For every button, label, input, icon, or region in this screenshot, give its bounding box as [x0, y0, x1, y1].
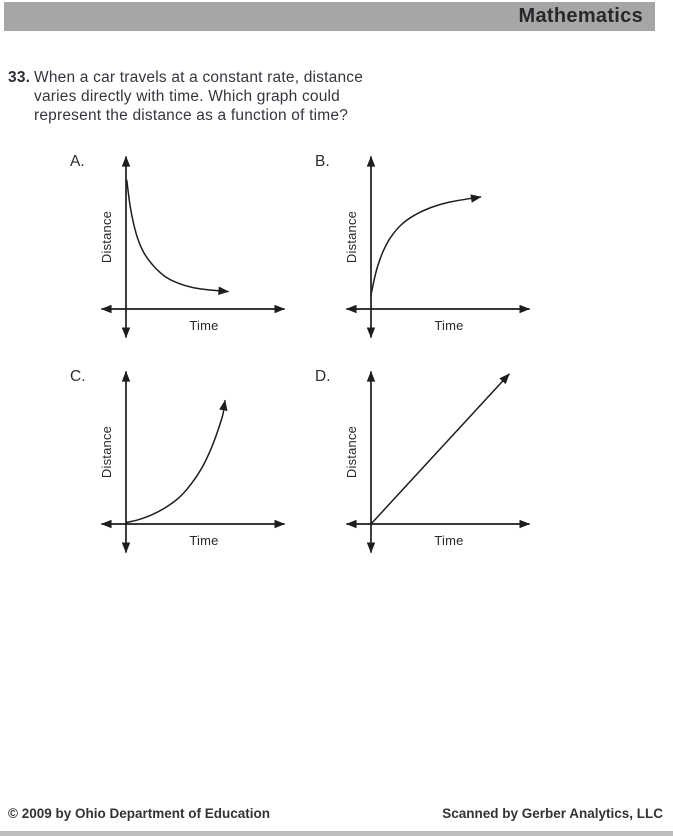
- question-33: [8, 68, 363, 125]
- answer-choice-c: [68, 364, 298, 569]
- y-axis-label: Distance: [344, 210, 359, 264]
- y-axis-label: Distance: [344, 425, 359, 479]
- choice-label-c: C.: [70, 368, 86, 385]
- graph-d: [331, 364, 536, 564]
- graph-c: [86, 364, 291, 564]
- x-axis-label: Time: [189, 533, 219, 548]
- y-axis-label: Distance: [99, 425, 114, 479]
- answer-choice-a: [68, 149, 298, 354]
- scan-credit-text: Scanned by Gerber Analytics, LLC: [442, 806, 663, 821]
- choice-label-a: A.: [70, 153, 85, 170]
- question-line-1: When a car travels at a constant rate, distance: [34, 69, 364, 86]
- x-axis-label: Time: [434, 533, 464, 548]
- bottom-edge-bar: [0, 831, 673, 836]
- answer-choice-d: [313, 364, 543, 569]
- page-title: Mathematics: [518, 5, 643, 27]
- copyright-text: © 2009 by Ohio Department of Education: [8, 806, 270, 821]
- x-axis-label: Time: [189, 318, 219, 333]
- question-text: [34, 68, 363, 125]
- x-axis-label: Time: [434, 318, 464, 333]
- answer-choice-b: [313, 149, 543, 354]
- graph-a: [86, 149, 291, 349]
- graph-b: [331, 149, 536, 349]
- choice-label-d: D.: [315, 368, 331, 385]
- question-line-2: varies directly with time. Which graph could: [34, 88, 340, 105]
- question-line-3: represent the distance as a function of time?: [34, 107, 349, 124]
- choice-label-b: B.: [315, 153, 330, 170]
- question-number: 33.: [8, 69, 31, 86]
- y-axis-label: Distance: [99, 210, 114, 264]
- header-bar: [4, 2, 655, 31]
